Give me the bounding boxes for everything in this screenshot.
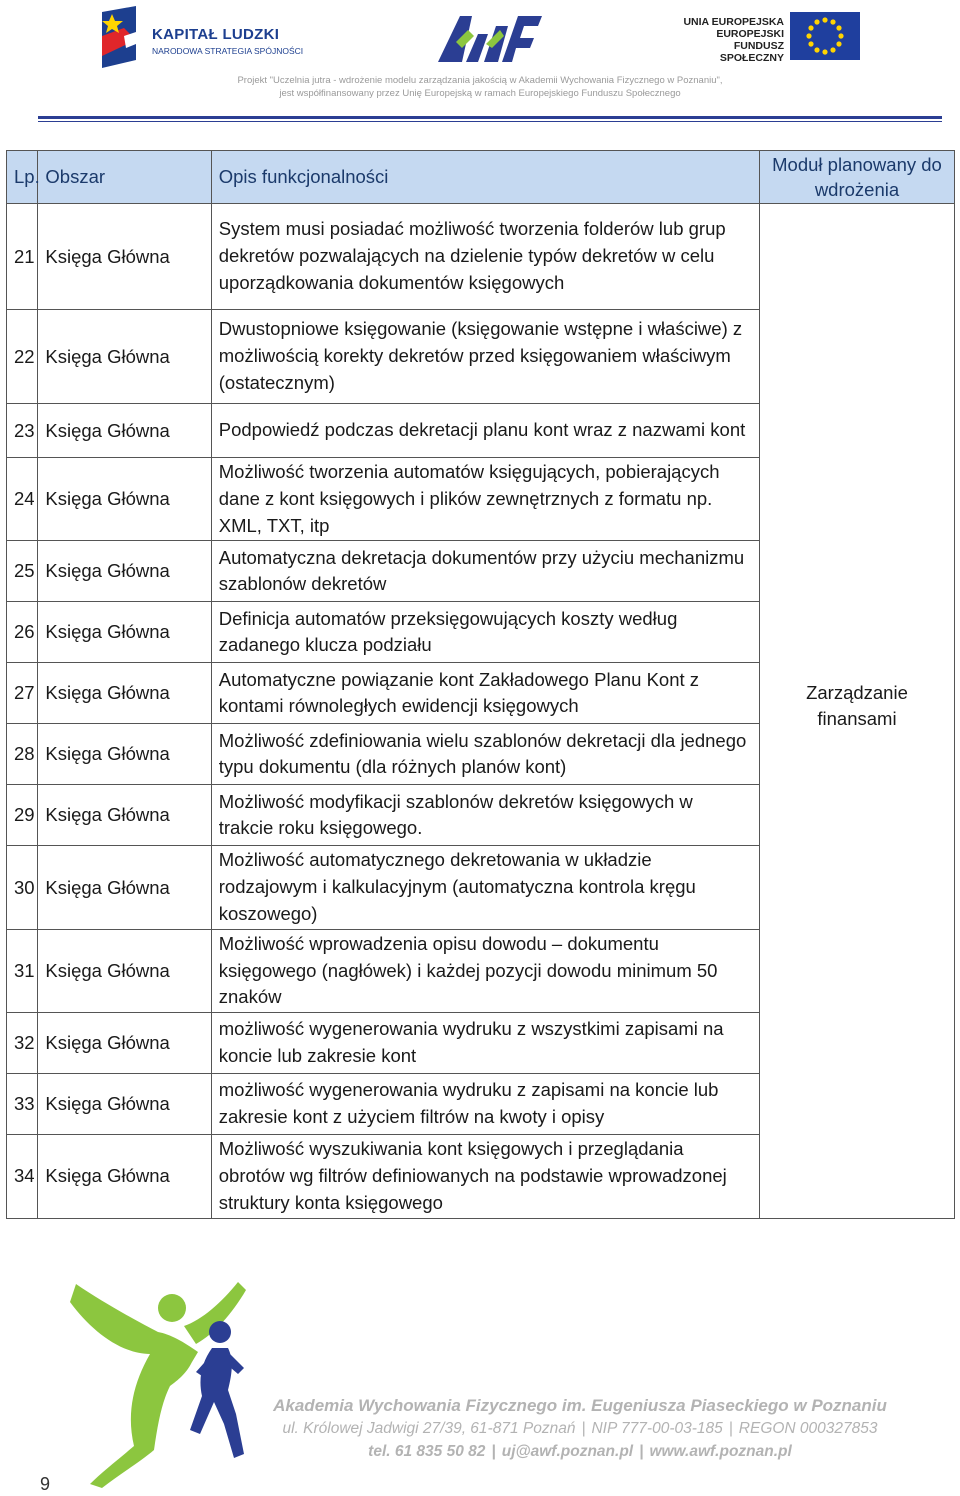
row-description: Podpowiedź podczas dekretacji planu kont wraz z nazwami kont	[211, 404, 759, 458]
row-area: Księga Główna	[38, 1135, 211, 1218]
row-number: 29	[7, 785, 38, 846]
row-description: Możliwość wyszukiwania kont księgowych i przeglądania obrotów wg filtrów definiowanych na podstawie wprowadzonej struktury konta księgowego	[211, 1135, 759, 1218]
project-note: Projekt "Uczelnia jutra - wdrożenie modelu zarządzania jakością w Akademii Wychowania Fizycznego w Poznaniu", jest współfinansowany przez Unię Europejską w ramach Europejskiego Funduszu Społecznego	[237, 75, 723, 99]
row-number: 27	[7, 663, 38, 724]
footer-institution: Akademia Wychowania Fizycznego im. Eugeniusza Piaseckiego w Poznaniu	[273, 1396, 887, 1415]
kapital-ludzki-flag-icon	[96, 6, 138, 68]
row-number: 28	[7, 724, 38, 785]
row-number: 22	[7, 310, 38, 404]
row-description: możliwość wygenerowania wydruku z zapisami na koncie lub zakresie kont z użyciem filtrów na kwoty i opisy	[211, 1074, 759, 1135]
awf-runner-logo	[62, 1262, 262, 1492]
page-number: 9	[40, 1474, 51, 1494]
table-row	[7, 204, 955, 310]
row-number: 23	[7, 404, 38, 458]
row-area: Księga Główna	[38, 846, 211, 929]
row-description: Automatyczna dekretacja dokumentów przy użyciu mechanizmu szablonów dekretów	[211, 541, 759, 602]
footer-regon: REGON 000327853	[738, 1420, 878, 1437]
footer-www[interactable]: www.awf.poznan.pl	[649, 1443, 792, 1460]
row-area: Księga Główna	[38, 929, 211, 1012]
eu-flag-icon	[790, 12, 860, 60]
row-area: Księga Główna	[38, 602, 211, 663]
footer-email[interactable]: uj@awf.poznan.pl	[501, 1443, 634, 1460]
row-description: Definicja automatów przeksięgowujących koszty według zadanego klucza podziału	[211, 602, 759, 663]
header-divider	[38, 116, 942, 119]
footer-phone: tel. 61 835 50 82	[368, 1443, 486, 1460]
row-number: 31	[7, 929, 38, 1012]
row-description: Możliwość wprowadzenia opisu dowodu – dokumentu księgowego (nagłówek) i każdej pozycji dowodu minimum 50 znaków	[211, 929, 759, 1012]
row-number: 21	[7, 204, 38, 310]
eu-text: UNIA EUROPEJSKA EUROPEJSKI FUNDUSZ SPOŁECZNY	[683, 16, 784, 64]
row-area: Księga Główna	[38, 724, 211, 785]
row-description: możliwość wygenerowania wydruku z wszystkimi zapisami na koncie lub zakresie kont	[211, 1013, 759, 1074]
kapital-ludzki-logo	[96, 6, 306, 68]
row-number: 26	[7, 602, 38, 663]
header-modul: Moduł planowany do wdrożenia	[759, 151, 954, 204]
row-description: Możliwość modyfikacji szablonów dekretów księgowych w trakcie roku księgowego.	[211, 785, 759, 846]
header-opis: Opis funkcjonalności	[211, 151, 759, 204]
page-header	[0, 0, 960, 110]
row-description: Możliwość tworzenia automatów księgujących, pobierających dane z kont księgowych i plików zewnętrznych z formatu np. XML, TXT, itp	[211, 458, 759, 541]
header-obszar: Obszar	[38, 151, 211, 204]
requirements-table	[6, 150, 955, 1219]
eu-logo	[676, 12, 860, 62]
awf-logo	[438, 12, 542, 64]
footer-address-line: ul. Królowej Jadwigi 27/39, 61-871 Poznań | NIP 777-00-03-185 | REGON 000327853	[282, 1420, 878, 1437]
row-number: 34	[7, 1135, 38, 1218]
row-description: Możliwość automatycznego dekretowania w układzie rodzajowym i kalkulacyjnym (automatyczna kontrola kręgu koszowego)	[211, 846, 759, 929]
header-divider-thin	[38, 121, 942, 122]
row-area: Księga Główna	[38, 204, 211, 310]
row-description: System musi posiadać możliwość tworzenia folderów lub grup dekretów pozwalających na dzielenie typów dekretów w celu uporządkowania dokumentów księgowych	[211, 204, 759, 310]
row-description: Możliwość zdefiniowania wielu szablonów dekretacji dla jednego typu dokumentu (dla różnych planów kont)	[211, 724, 759, 785]
row-area: Księga Główna	[38, 541, 211, 602]
row-area: Księga Główna	[38, 1013, 211, 1074]
footer-contact-line: tel. 61 835 50 82 | uj@awf.poznan.pl | www.awf.poznan.pl	[368, 1443, 792, 1460]
row-description: Dwustopniowe księgowanie (księgowanie wstępne i właściwe) z możliwością korekty dekretów przed księgowaniem właściwym (ostatecznym)	[211, 310, 759, 404]
row-number: 33	[7, 1074, 38, 1135]
row-area: Księga Główna	[38, 310, 211, 404]
row-description: Automatyczne powiązanie kont Zakładowego Planu Kont z kontami równoległych ewidencji księgowych	[211, 663, 759, 724]
row-area: Księga Główna	[38, 458, 211, 541]
module-cell: Zarządzanie finansami	[759, 204, 954, 1219]
kapital-ludzki-subtitle: NARODOWA STRATEGIA SPÓJNOŚCI	[152, 46, 304, 56]
kapital-ludzki-title: KAPITAŁ LUDZKI	[152, 26, 280, 43]
row-area: Księga Główna	[38, 404, 211, 458]
table-header-row	[7, 151, 955, 204]
footer-info	[240, 1394, 920, 1464]
row-number: 32	[7, 1013, 38, 1074]
row-area: Księga Główna	[38, 1074, 211, 1135]
row-number: 24	[7, 458, 38, 541]
footer-address: ul. Królowej Jadwigi 27/39, 61-871 Poznań	[282, 1420, 576, 1437]
header-lp: Lp.	[7, 151, 38, 204]
row-number: 25	[7, 541, 38, 602]
row-area: Księga Główna	[38, 785, 211, 846]
footer-nip: NIP 777-00-03-185	[591, 1420, 723, 1437]
row-area: Księga Główna	[38, 663, 211, 724]
row-number: 30	[7, 846, 38, 929]
